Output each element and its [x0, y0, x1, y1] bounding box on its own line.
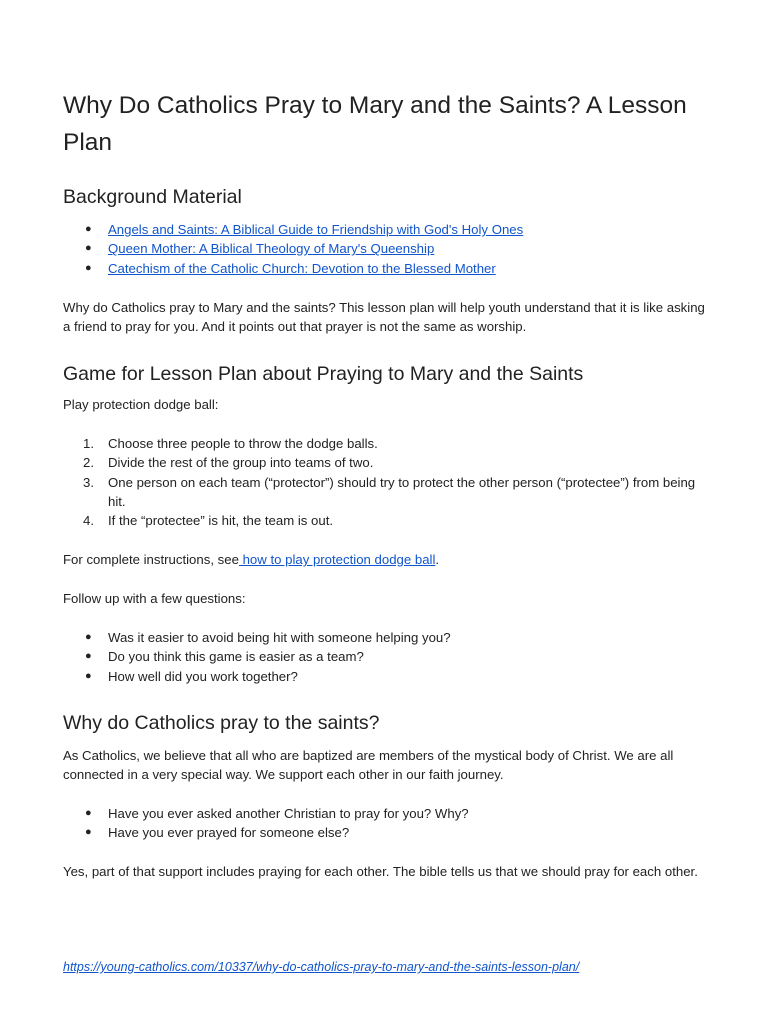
link-queen-mother[interactable]: Queen Mother: A Biblical Theology of Mary's Queenship: [108, 241, 435, 257]
page-title: Why Do Catholics Pray to Mary and the Saints? A Lesson Plan: [63, 92, 687, 156]
list-item: [63, 220, 713, 239]
instructions-suffix: .: [435, 552, 440, 567]
list-item: [63, 511, 713, 530]
list-item: [63, 667, 713, 686]
source-url-link[interactable]: https://young-catholics.com/10337/why-do-catholics-pray-to-mary-and-the-saints-lesson-plan/: [63, 960, 580, 974]
bullet-icon: ●: [85, 261, 92, 274]
game-intro: Play protection dodge ball:: [63, 397, 219, 412]
question-text: Have you ever asked another Christian to pray for you? Why?: [108, 806, 469, 821]
game-steps-list: [63, 434, 713, 530]
list-item: [63, 473, 713, 512]
game-heading: Game for Lesson Plan about Praying to Mary and the Saints: [63, 363, 584, 385]
step-text: One person on each team (“protector”) should try to protect the other person (“protectee”) from being hit.: [108, 474, 696, 509]
step-number: 3.: [83, 474, 94, 490]
followup-intro: Follow up with a few questions:: [63, 591, 246, 606]
background-links-list: [63, 220, 713, 278]
bullet-icon: ●: [85, 631, 92, 643]
bullet-icon: ●: [85, 242, 92, 255]
list-item: [63, 647, 713, 666]
step-number: 2.: [83, 455, 94, 471]
step-number: 1.: [83, 436, 94, 451]
step-text: If the “protectee” is hit, the team is out.: [108, 513, 334, 529]
background-heading: Background Material: [63, 186, 242, 208]
list-item: [63, 259, 713, 278]
bullet-icon: ●: [85, 669, 92, 682]
bullet-icon: ●: [85, 223, 92, 235]
step-number: 4.: [83, 513, 94, 529]
saints-closing: Yes, part of that support includes praying for each other. The bible tells us that we should pray for each other.: [63, 864, 698, 879]
list-item: [63, 239, 713, 258]
bullet-icon: ●: [85, 807, 92, 819]
step-text: Choose three people to throw the dodge balls.: [108, 436, 378, 451]
list-item: [63, 823, 713, 842]
list-item: [63, 434, 713, 453]
question-text: Do you think this game is easier as a team?: [108, 649, 364, 665]
link-angels-and-saints[interactable]: Angels and Saints: A Biblical Guide to Friendship with God's Holy Ones: [108, 222, 524, 237]
list-item: [63, 804, 713, 823]
question-text: How well did you work together?: [108, 668, 298, 684]
link-catechism[interactable]: Catechism of the Catholic Church: Devotion to the Blessed Mother: [108, 260, 496, 276]
question-text: Have you ever prayed for someone else?: [108, 825, 350, 841]
step-text: Divide the rest of the group into teams of two.: [108, 455, 374, 471]
instructions-prefix: For complete instructions, see: [63, 552, 239, 567]
saints-questions-list: [63, 804, 713, 843]
instructions-paragraph: [63, 550, 713, 569]
saints-heading: Why do Catholics pray to the saints?: [63, 712, 380, 734]
list-item: [63, 453, 713, 472]
saints-intro: As Catholics, we believe that all who are baptized are members of the mystical body of Christ. We are all connected in a very special way. We support each other in our faith journey.: [63, 748, 674, 783]
question-text: Was it easier to avoid being hit with someone helping you?: [108, 630, 451, 645]
bullet-icon: ●: [85, 650, 92, 663]
followup-questions-list: [63, 628, 713, 686]
link-protection-dodge-ball[interactable]: how to play protection dodge ball: [238, 552, 436, 567]
bullet-icon: ●: [85, 826, 92, 839]
list-item: [63, 628, 713, 647]
background-intro: Why do Catholics pray to Mary and the saints? This lesson plan will help youth understand that it is like asking a friend to pray for you. And it points out that prayer is not the same as worship.: [63, 300, 705, 335]
